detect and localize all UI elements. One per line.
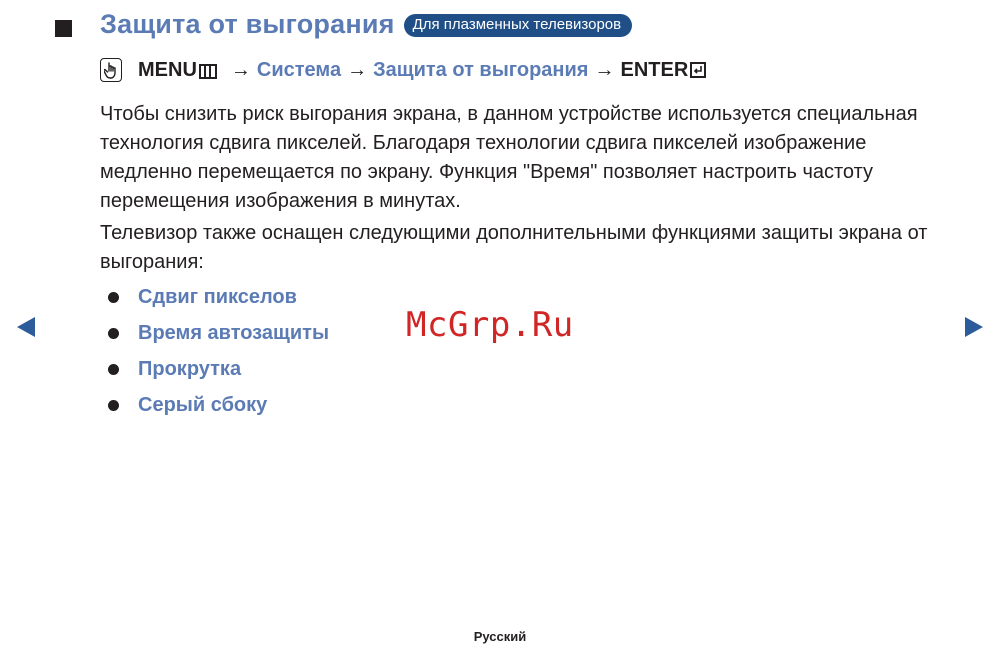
description (100, 100, 960, 280)
feature-link-pixel-shift[interactable]: Сдвиг пикселов (138, 286, 297, 308)
list-item[interactable] (100, 318, 329, 354)
bullet-icon (108, 364, 119, 375)
description-paragraph-1: Чтобы снизить риск выгорания экрана, в данном устройстве используется специальная технология сдвига пикселей. Благодаря технологии сдвига пикселей изображение медленно перемещается по экрану. Функция "Время" позволяет настроить частоту перемещения изображения в минутах. (100, 103, 918, 212)
list-item[interactable] (100, 282, 329, 318)
path-arrow: → (594, 58, 615, 81)
bullet-icon (108, 292, 119, 303)
bullet-icon (108, 328, 119, 339)
menu-path-burn-protection[interactable]: Защита от выгорания (373, 58, 589, 81)
watermark: McGrp.Ru (406, 305, 574, 345)
menu-path-system[interactable]: Система (256, 58, 342, 81)
feature-list (100, 282, 329, 426)
triangle-right-icon[interactable] (965, 317, 983, 337)
feature-link-auto-protection-time[interactable]: Время автозащиты (138, 322, 330, 344)
menu-key-label: MENU (138, 58, 197, 81)
enter-return-icon (690, 62, 706, 78)
page-footer-language: Русский (473, 629, 527, 644)
path-arrow: → (347, 58, 368, 81)
enter-key-label: ENTER (620, 58, 689, 81)
triangle-left-icon[interactable] (17, 317, 35, 337)
description-paragraph-2: Телевизор также оснащен следующими дополнительными функциями защиты экрана от выгорания: (100, 222, 928, 273)
feature-link-scrolling[interactable]: Прокрутка (138, 358, 242, 380)
menu-path (100, 58, 706, 82)
page-title: Защита от выгорания (100, 9, 395, 39)
list-item[interactable] (100, 390, 329, 426)
path-arrow: → (230, 58, 251, 81)
section-header (100, 9, 632, 40)
black-square-icon (55, 20, 72, 37)
feature-link-side-gray[interactable]: Серый сбоку (138, 394, 268, 416)
hand-touch-icon[interactable] (100, 58, 122, 82)
plasma-only-badge: Для плазменных телевизоров (404, 14, 633, 37)
bullet-icon (108, 400, 119, 411)
menu-grid-icon (199, 64, 217, 79)
list-item[interactable] (100, 354, 329, 390)
